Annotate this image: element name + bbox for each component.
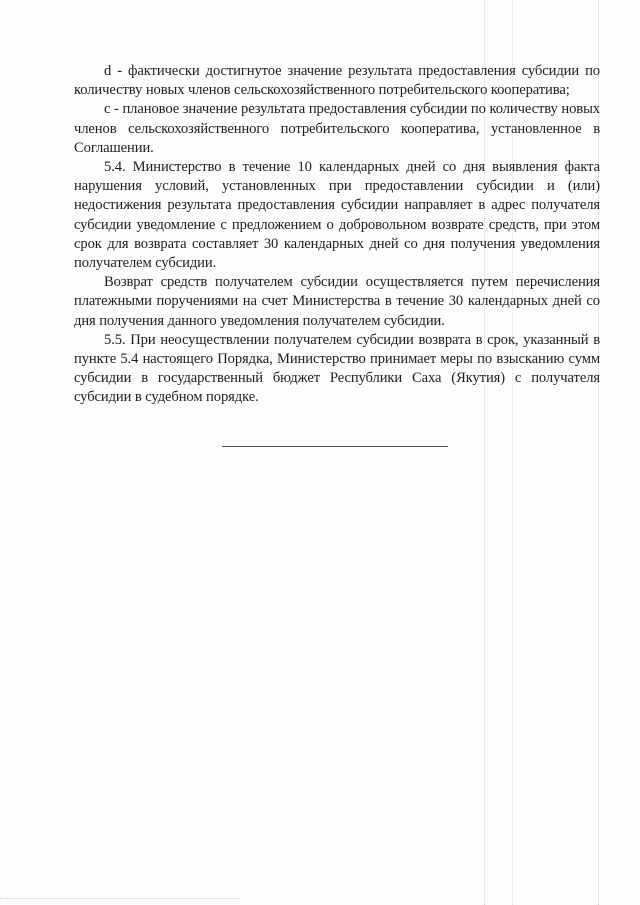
scan-artifact-bottom <box>0 898 240 899</box>
end-divider <box>222 446 448 447</box>
paragraph-5-4: 5.4. Министерство в течение 10 календарных дней со дня выявления факта нарушения условий, установленных при предоставлении субсидии и (или) недостижения результата предоставления субсидии направляет в адрес получателя субсидии уведомление с предложением о добровольном возврате средств, при этом срок для возврата составляет 30 календарных дней со дня получения уведомления получателем субсидии. <box>74 159 600 272</box>
paragraph-d-definition: d - фактически достигнутое значение результата предоставления субсидии по количеству новых членов сельскохозяйственного потребительского кооператива; <box>74 63 600 99</box>
document-body <box>74 62 600 408</box>
paragraph-refund: Возврат средств получателем субсидии осуществляется путем перечисления платежными поручениями на счет Министерства в течение 30 календарных дней со дня получения данного уведомления получателем субсидии. <box>74 274 600 329</box>
paragraph-c-definition: с - плановое значение результата предоставления субсидии по количеству новых членов сельскохозяйственного потребительского кооператива, установленное в Соглашении. <box>74 101 600 156</box>
paragraph-5-5: 5.5. При неосуществлении получателем субсидии возврата в срок, указанный в пункте 5.4 настоящего Порядка, Министерство принимает меры по взысканию сумм субсидии в государственный бюджет Республики Саха (Якутия) с получателя субсидии в судебном порядке. <box>74 331 600 406</box>
